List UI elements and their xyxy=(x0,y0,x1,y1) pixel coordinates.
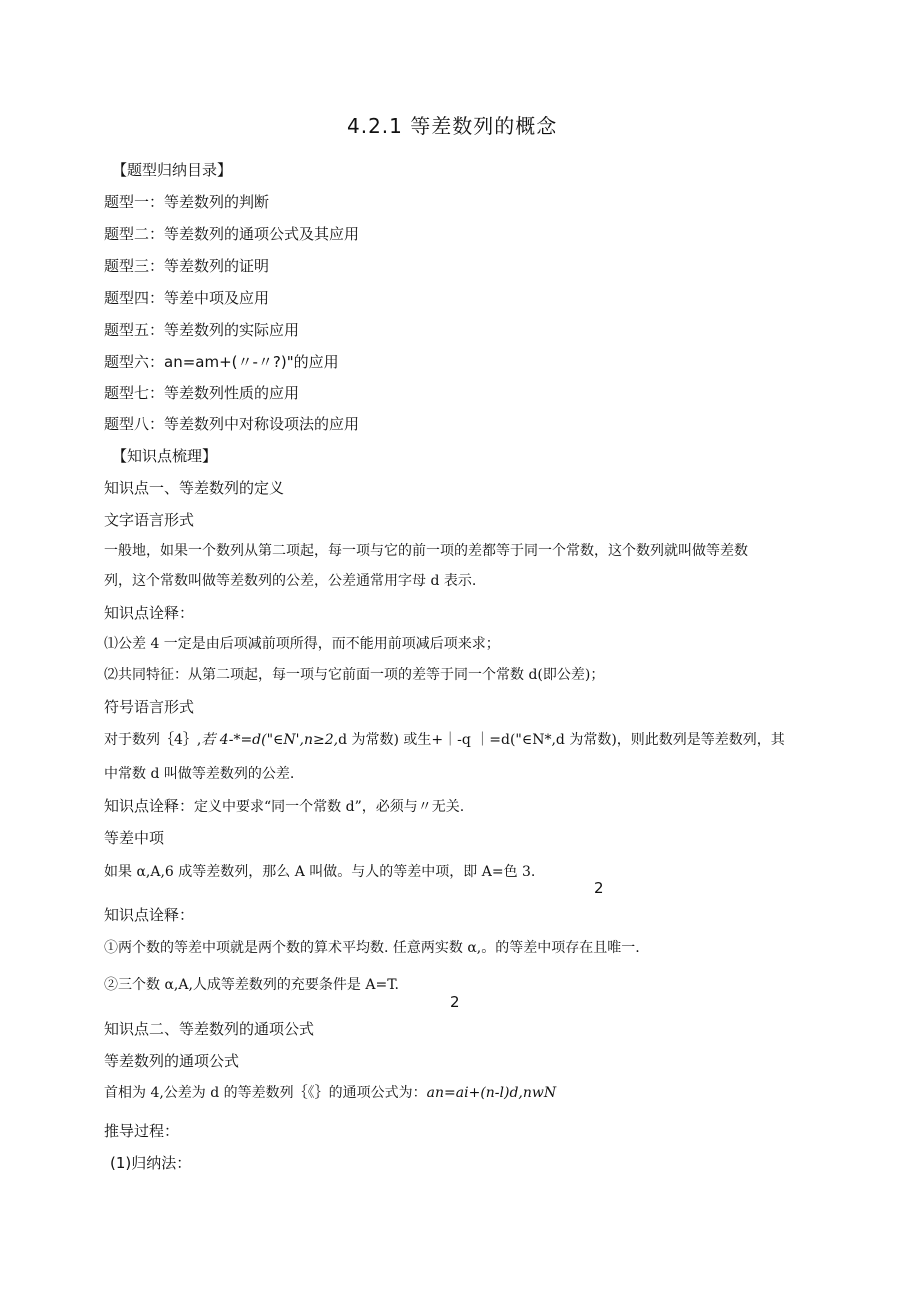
middle-term-text: 如果 α,A,6 成等差数列，那么 A 叫做。与人的等差中项，即 A=色 3. xyxy=(104,864,536,880)
toc-item-1: 题型一：等差数列的判断 xyxy=(104,193,270,211)
note3-item-1: ①两个数的等差中项就是两个数的算术平均数. 任意两实数 α,。的等差中项存在且唯一. xyxy=(104,940,640,956)
symbol-line-1-c: d 为常数) 或生+｜-q ｜=d("∈N*,d 为常数)，则此数列是等差数列，其 xyxy=(338,732,785,748)
symbol-line-1 xyxy=(104,730,785,750)
toc-item-3: 题型三：等差数列的证明 xyxy=(104,257,270,275)
note2 xyxy=(104,796,464,817)
derivation-heading: 推导过程： xyxy=(104,1122,180,1140)
knowledge-header: 【知识点梳理】 xyxy=(112,447,218,465)
kp1-heading: 知识点一、等差数列的定义 xyxy=(104,479,285,497)
toc-header: 【题型归纳目录】 xyxy=(112,161,233,179)
general-formula-text-a: 首相为 4,公差为 d 的等差数列｛《｝的通项公式为： xyxy=(104,1085,427,1101)
general-formula-heading: 等差数列的通项公式 xyxy=(104,1052,240,1070)
note1-item-2: ⑵共同特征：从第二项起，每一项与它前面一项的差等于同一个常数 d(即公差)； xyxy=(104,667,605,683)
note2-text: 定义中要求“同一个常数 d”，必须与〃无关. xyxy=(194,799,465,815)
definition-line-2: 列，这个常数叫做等差数列的公差，公差通常用字母 d 表示. xyxy=(104,573,477,589)
middle-term-denominator: 2 xyxy=(594,879,604,897)
note2-label: 知识点诠释： xyxy=(104,797,195,815)
toc-item-5: 题型五：等差数列的实际应用 xyxy=(104,321,300,339)
note3-denominator: 2 xyxy=(450,993,460,1011)
toc-item-8: 题型八：等差数列中对称设项法的应用 xyxy=(104,415,360,433)
symbol-line-1-b: 若 4-*=d("∈N',n≥2, xyxy=(201,732,339,748)
general-formula-text xyxy=(104,1083,556,1103)
symbol-line-1-a: 对于数列｛4｝, xyxy=(104,732,202,748)
toc-item-6: 题型六：an=am+(〃-〃?)"的应用 xyxy=(104,353,339,371)
page-title: 4.2.1 等差数列的概念 xyxy=(347,114,558,138)
kp2-heading: 知识点二、等差数列的通项公式 xyxy=(104,1020,315,1038)
symbol-form-heading: 符号语言形式 xyxy=(104,698,195,716)
general-formula-expression: an=ai+(n-l)d,nwN xyxy=(426,1085,557,1101)
middle-term-heading: 等差中项 xyxy=(104,829,165,847)
toc-item-7: 题型七：等差数列性质的应用 xyxy=(104,384,300,402)
note1-heading: 知识点诠释： xyxy=(104,604,195,622)
induction-method: (1)归纳法： xyxy=(110,1154,192,1172)
note3-heading: 知识点诠释： xyxy=(104,906,195,924)
note1-item-1: ⑴公差 4 一定是由后项减前项所得，而不能用前项减后项来求； xyxy=(104,636,500,652)
note3-item-2: ②三个数 α,A,人成等差数列的充要条件是 A=T. xyxy=(104,977,399,993)
toc-item-4: 题型四：等差中项及应用 xyxy=(104,289,270,307)
text-form-heading: 文字语言形式 xyxy=(104,511,195,529)
symbol-line-2: 中常数 d 叫做等差数列的公差. xyxy=(104,766,295,782)
definition-line-1: 一般地，如果一个数列从第二项起，每一项与它的前一项的差都等于同一个常数，这个数列就叫做等差数 xyxy=(104,543,748,559)
toc-item-2: 题型二：等差数列的通项公式及其应用 xyxy=(104,225,360,243)
